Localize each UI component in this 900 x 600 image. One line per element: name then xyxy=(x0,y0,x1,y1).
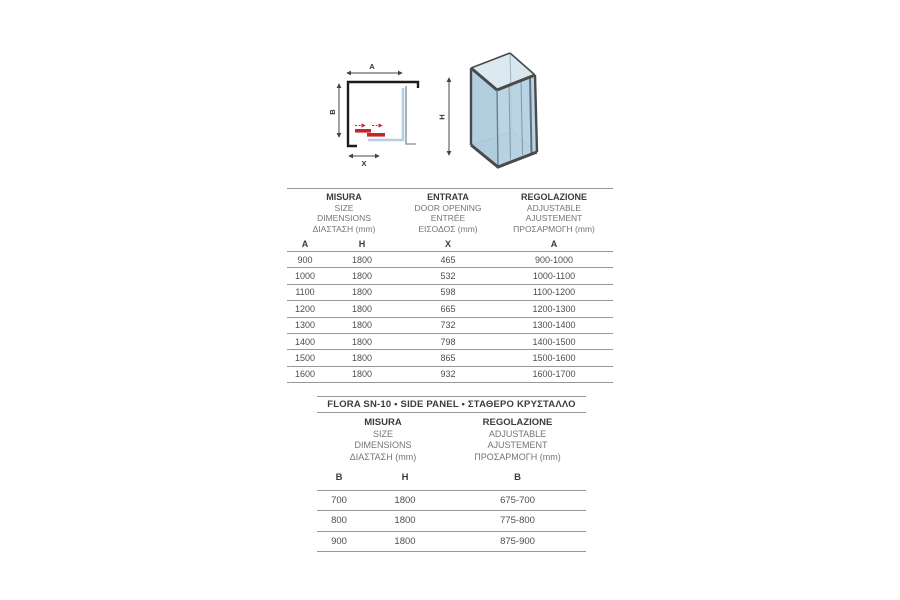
table-row xyxy=(287,267,613,283)
table-row xyxy=(287,333,613,349)
cell-size-h: 1800 xyxy=(351,287,373,298)
cell-adjustable-b: 675-700 xyxy=(500,495,535,507)
cell-size-b: 700 xyxy=(331,495,347,507)
header-line: ENTRATA xyxy=(427,192,469,202)
wall-left xyxy=(348,81,357,146)
cell-size-h: 1800 xyxy=(351,303,373,314)
header-line: SIZE xyxy=(372,428,393,439)
header-line: ADJUSTABLE xyxy=(526,202,582,213)
cell-size-h: 1800 xyxy=(394,495,416,507)
header-line: AJUSTEMENT xyxy=(487,440,548,450)
cell-size-a: 1500 xyxy=(294,353,316,364)
table-row xyxy=(287,251,613,267)
header-line: DIMENSIONS xyxy=(317,213,371,223)
cell-opening-x: 598 xyxy=(440,287,456,298)
cell-opening-x: 732 xyxy=(440,320,456,331)
cell-size-a: 900 xyxy=(297,254,313,265)
header-line: ADJUSTABLE xyxy=(488,428,547,439)
cell-size-h: 1800 xyxy=(351,254,373,265)
cell-size-h: 1800 xyxy=(351,271,373,282)
cell-adjustable-a: 1300-1400 xyxy=(532,320,576,331)
cell-size-h: 1800 xyxy=(351,336,373,347)
header-line: ΔΙΑΣΤΑΣΗ (mm) xyxy=(312,223,376,234)
header-group-misura xyxy=(317,417,449,463)
table-row xyxy=(317,531,586,551)
cell-size-h: 1800 xyxy=(351,320,373,331)
header-group-regolazione xyxy=(495,192,613,234)
table-row xyxy=(317,510,586,530)
cell-adjustable-a: 1200-1300 xyxy=(532,303,576,314)
column-letters-row xyxy=(317,465,586,490)
column-letter: H xyxy=(401,472,409,483)
cell-size-h: 1800 xyxy=(394,535,416,547)
cell-opening-x: 932 xyxy=(440,369,456,380)
table-row xyxy=(287,300,613,316)
table-body xyxy=(317,490,586,552)
dimension-label-b: B xyxy=(328,109,337,115)
top-view-diagram xyxy=(330,52,430,172)
iso-view-diagram xyxy=(438,43,568,188)
column-letter: B xyxy=(335,472,343,483)
cell-adjustable-a: 1600-1700 xyxy=(532,369,576,380)
header-line: DIMENSIONS xyxy=(354,440,412,450)
header-line: ΕΙΣΟΔΟΣ (mm) xyxy=(418,223,478,234)
header-line: DOOR OPENING xyxy=(414,202,482,213)
glass-panel xyxy=(368,88,403,140)
table-row xyxy=(287,366,613,382)
header-group-regolazione xyxy=(449,417,586,463)
column-letter: A xyxy=(301,238,309,249)
cell-opening-x: 465 xyxy=(440,254,456,265)
header-line: SIZE xyxy=(334,202,354,213)
table-row xyxy=(287,349,613,365)
table-header xyxy=(317,413,586,465)
cell-adjustable-a: 1000-1100 xyxy=(532,271,576,282)
cell-adjustable-b: 875-900 xyxy=(500,535,535,547)
cell-opening-x: 798 xyxy=(440,336,456,347)
cell-opening-x: 665 xyxy=(440,303,456,314)
cell-adjustable-a: 1400-1500 xyxy=(532,336,576,347)
table-row xyxy=(317,490,586,510)
door-panel xyxy=(367,133,385,137)
column-letter: A xyxy=(550,238,558,249)
header-line: REGOLAZIONE xyxy=(520,192,587,202)
frame-edge-front xyxy=(497,90,498,167)
table-row xyxy=(287,317,613,333)
cell-opening-x: 865 xyxy=(440,353,456,364)
header-group-entrata xyxy=(401,192,495,234)
header-line: ΔΙΑΣΤΑΣΗ (mm) xyxy=(349,451,417,462)
side-panel-title: FLORA SN-10 • SIDE PANEL • ΣΤΑΘΕΡΟ ΚΡΥΣΤΑΛΛΟ xyxy=(317,397,586,413)
header-line: ΠΡΟΣΑΡΜΟΓΗ (mm) xyxy=(513,223,595,234)
cell-opening-x: 532 xyxy=(440,271,456,282)
cell-size-b: 800 xyxy=(331,515,347,527)
column-letter: X xyxy=(444,238,451,249)
column-letters-row xyxy=(287,236,613,251)
dimension-label-x: X xyxy=(361,159,367,168)
header-line: MISURA xyxy=(326,192,362,202)
header-line: ΠΡΟΣΑΡΜΟΓΗ (mm) xyxy=(474,451,561,462)
column-letter: H xyxy=(358,238,366,249)
cell-size-a: 1400 xyxy=(294,336,316,347)
cell-size-a: 1300 xyxy=(294,320,316,331)
glass-panel-outline xyxy=(406,86,416,144)
cell-adjustable-b: 775-800 xyxy=(500,515,535,527)
header-group-misura xyxy=(287,192,401,234)
cell-size-a: 1200 xyxy=(294,303,316,314)
table-body xyxy=(287,251,613,383)
wall-top xyxy=(347,82,418,88)
table-header xyxy=(287,189,613,236)
table-row xyxy=(287,284,613,300)
cell-size-a: 1000 xyxy=(294,271,316,282)
cell-size-h: 1800 xyxy=(394,515,416,527)
cell-adjustable-a: 900-1000 xyxy=(534,254,574,265)
cell-adjustable-a: 1100-1200 xyxy=(532,287,576,298)
header-line: ENTRÉE xyxy=(430,213,466,223)
cell-size-a: 1600 xyxy=(294,369,316,380)
header-line: AJUSTEMENT xyxy=(525,213,583,223)
door-panel xyxy=(355,129,371,133)
cell-adjustable-a: 1500-1600 xyxy=(532,353,576,364)
dimension-label-h: H xyxy=(437,114,447,120)
side-panel-table xyxy=(317,396,586,552)
cell-size-h: 1800 xyxy=(351,353,373,364)
header-line: MISURA xyxy=(364,417,402,428)
cell-size-a: 1100 xyxy=(295,287,315,298)
door-dimensions-table xyxy=(287,188,613,383)
cell-size-h: 1800 xyxy=(351,369,373,380)
header-line: REGOLAZIONE xyxy=(482,417,553,428)
column-letter: B xyxy=(514,472,521,483)
cell-size-b: 900 xyxy=(331,535,347,547)
dimension-label-a: A xyxy=(369,62,375,71)
